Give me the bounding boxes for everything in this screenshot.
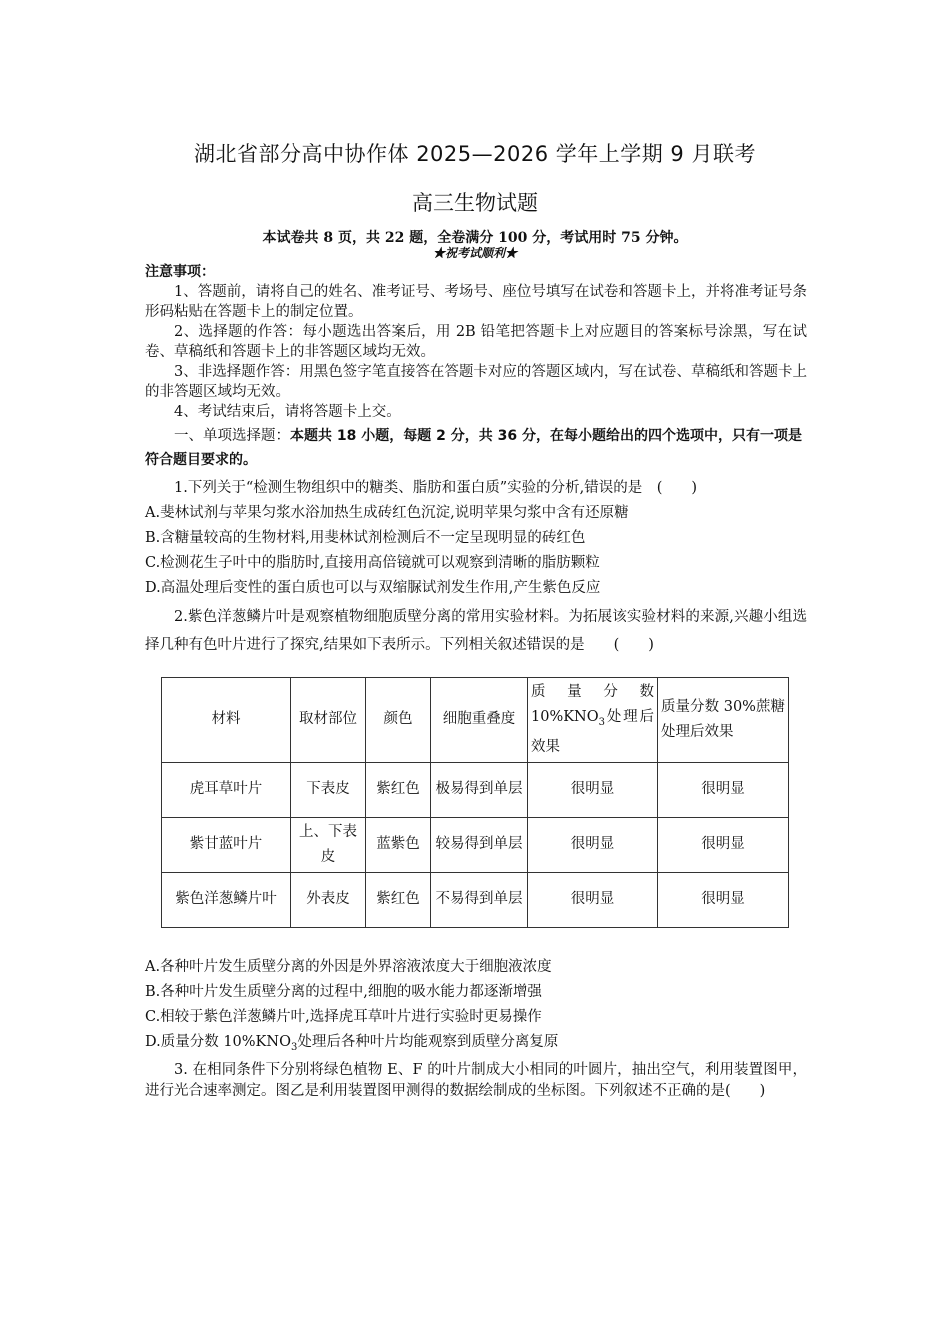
header-color: 颜色	[366, 678, 431, 763]
question-2-option-a: A.各种叶片发生质壁分离的外因是外界溶液浓度大于细胞液浓度	[145, 959, 552, 975]
cell-sucrose-effect: 很明显	[658, 817, 789, 872]
section-rule: 本题共 18 小题，每题 2 分，共 36 分，在每小题给出的四个选项中，只有一项是符合题目要求的。	[145, 428, 802, 468]
cell-material: 紫甘蓝叶片	[162, 817, 291, 872]
option-d-pre: D.质量分数 10%KNO	[145, 1034, 291, 1050]
exam-subtitle: 高三生物试题	[412, 191, 538, 215]
exam-title: 湖北省部分高中协作体 2025—2026 学年上学期 9 月联考	[194, 142, 756, 166]
table-header-row	[162, 678, 789, 763]
table-row	[162, 872, 789, 927]
header-part: 取材部位	[291, 678, 366, 763]
table-row	[162, 817, 789, 872]
header-kno3-text: 质 量 分 数 10%KNO	[531, 684, 654, 725]
header-kno3	[528, 678, 658, 763]
header-material: 材料	[162, 678, 291, 763]
instructions-and-q1	[145, 262, 807, 659]
section-heading	[145, 424, 807, 472]
question-1-option-a: A.斐林试剂与苹果匀浆水浴加热生成砖红色沉淀,说明苹果匀浆中含有还原糖	[145, 505, 629, 521]
option-d-sub: 3	[290, 1041, 298, 1053]
notice-item-3: 3、非选择题作答：用黑色签字笔直接答在答题卡对应的答题区域内，写在试卷、草稿纸和答题卡上的非答题区域均无效。	[145, 364, 807, 400]
cell-kno3-effect: 很明显	[528, 872, 658, 927]
notice-item-2: 2、选择题的作答：每小题选出答案后，用 2B 铅笔把答题卡上对应题目的答案标号涂黑，写在试卷、草稿纸和答题卡上的非答题区域均无效。	[145, 324, 807, 360]
question-3-stem: 3. 在相同条件下分别将绿色植物 E、F 的叶片制成大小相同的叶圆片，抽出空气，利用装置图甲，进行光合速率测定。图乙是利用装置图甲测得的数据绘制成的坐标图。下列叙述不正确的是( )	[145, 1061, 807, 1099]
cell-material: 虎耳草叶片	[162, 762, 291, 817]
question-2-option-b: B.各种叶片发生质壁分离的过程中,细胞的吸水能力都逐渐增强	[145, 984, 542, 1000]
question-2-option-d	[145, 1030, 807, 1060]
cell-material: 紫色洋葱鳞片叶	[162, 872, 291, 927]
question-1-stem: 1.下列关于“检测生物组织中的糖类、脂肪和蛋白质”实验的分析,错误的是 ( )	[174, 480, 698, 496]
cell-sucrose-effect: 很明显	[658, 872, 789, 927]
cell-sucrose-effect: 很明显	[658, 762, 789, 817]
option-d-post: 处理后各种叶片均能观察到质壁分离复原	[297, 1034, 559, 1050]
notice-item-1: 1、答题前，请将自己的姓名、准考证号、考场号、座位号填写在试卷和答题卡上，并将准考证号条形码粘贴在答题卡上的制定位置。	[145, 284, 807, 320]
header-kno3-sub: 3	[598, 716, 606, 728]
table-row	[162, 762, 789, 817]
question-2-stem: 2.紫色洋葱鳞片叶是观察植物细胞质壁分离的常用实验材料。为拓展该实验材料的来源,兴趣小组选择几种有色叶片进行了探究,结果如下表所示。下列相关叙述错误的是 ( )	[145, 609, 807, 653]
question-2-option-c: C.相较于紫色洋葱鳞片叶,选择虎耳草叶片进行实验时更易操作	[145, 1009, 542, 1025]
notice-item-4: 4、考试结束后，请将答题卡上交。	[174, 404, 401, 420]
cell-kno3-effect: 很明显	[528, 762, 658, 817]
cell-kno3-effect: 很明显	[528, 817, 658, 872]
question-2-options-and-q3	[145, 955, 807, 1102]
cell-color: 蓝紫色	[366, 817, 431, 872]
notice-heading: 注意事项：	[145, 264, 215, 280]
exam-motto: ★祝考试顺利★	[432, 246, 517, 260]
cell-overlap: 较易得到单层	[431, 817, 528, 872]
cell-overlap: 极易得到单层	[431, 762, 528, 817]
cell-color: 紫红色	[366, 762, 431, 817]
cell-part: 上、下表皮	[291, 817, 366, 872]
question-2-table	[161, 677, 789, 928]
section-prefix: 一、单项选择题：	[174, 428, 290, 444]
cell-part: 下表皮	[291, 762, 366, 817]
exam-info: 本试卷共 8 页，共 22 题，全卷满分 100 分，考试用时 75 分钟。	[262, 230, 688, 246]
question-1-option-d: D.高温处理后变性的蛋白质也可以与双缩脲试剂发生作用,产生紫色反应	[145, 580, 601, 596]
cell-overlap: 不易得到单层	[431, 872, 528, 927]
question-1-option-c: C.检测花生子叶中的脂肪时,直接用高倍镜就可以观察到清晰的脂肪颗粒	[145, 555, 600, 571]
header-kno3-effect: 处理后效果	[531, 709, 654, 755]
cell-part: 外表皮	[291, 872, 366, 927]
header-overlap: 细胞重叠度	[431, 678, 528, 763]
header-sucrose: 质量分数 30%蔗糖处理后效果	[658, 678, 789, 763]
cell-color: 紫红色	[366, 872, 431, 927]
question-1-option-b: B.含糖量较高的生物材料,用斐林试剂检测后不一定呈现明显的砖红色	[145, 530, 586, 546]
